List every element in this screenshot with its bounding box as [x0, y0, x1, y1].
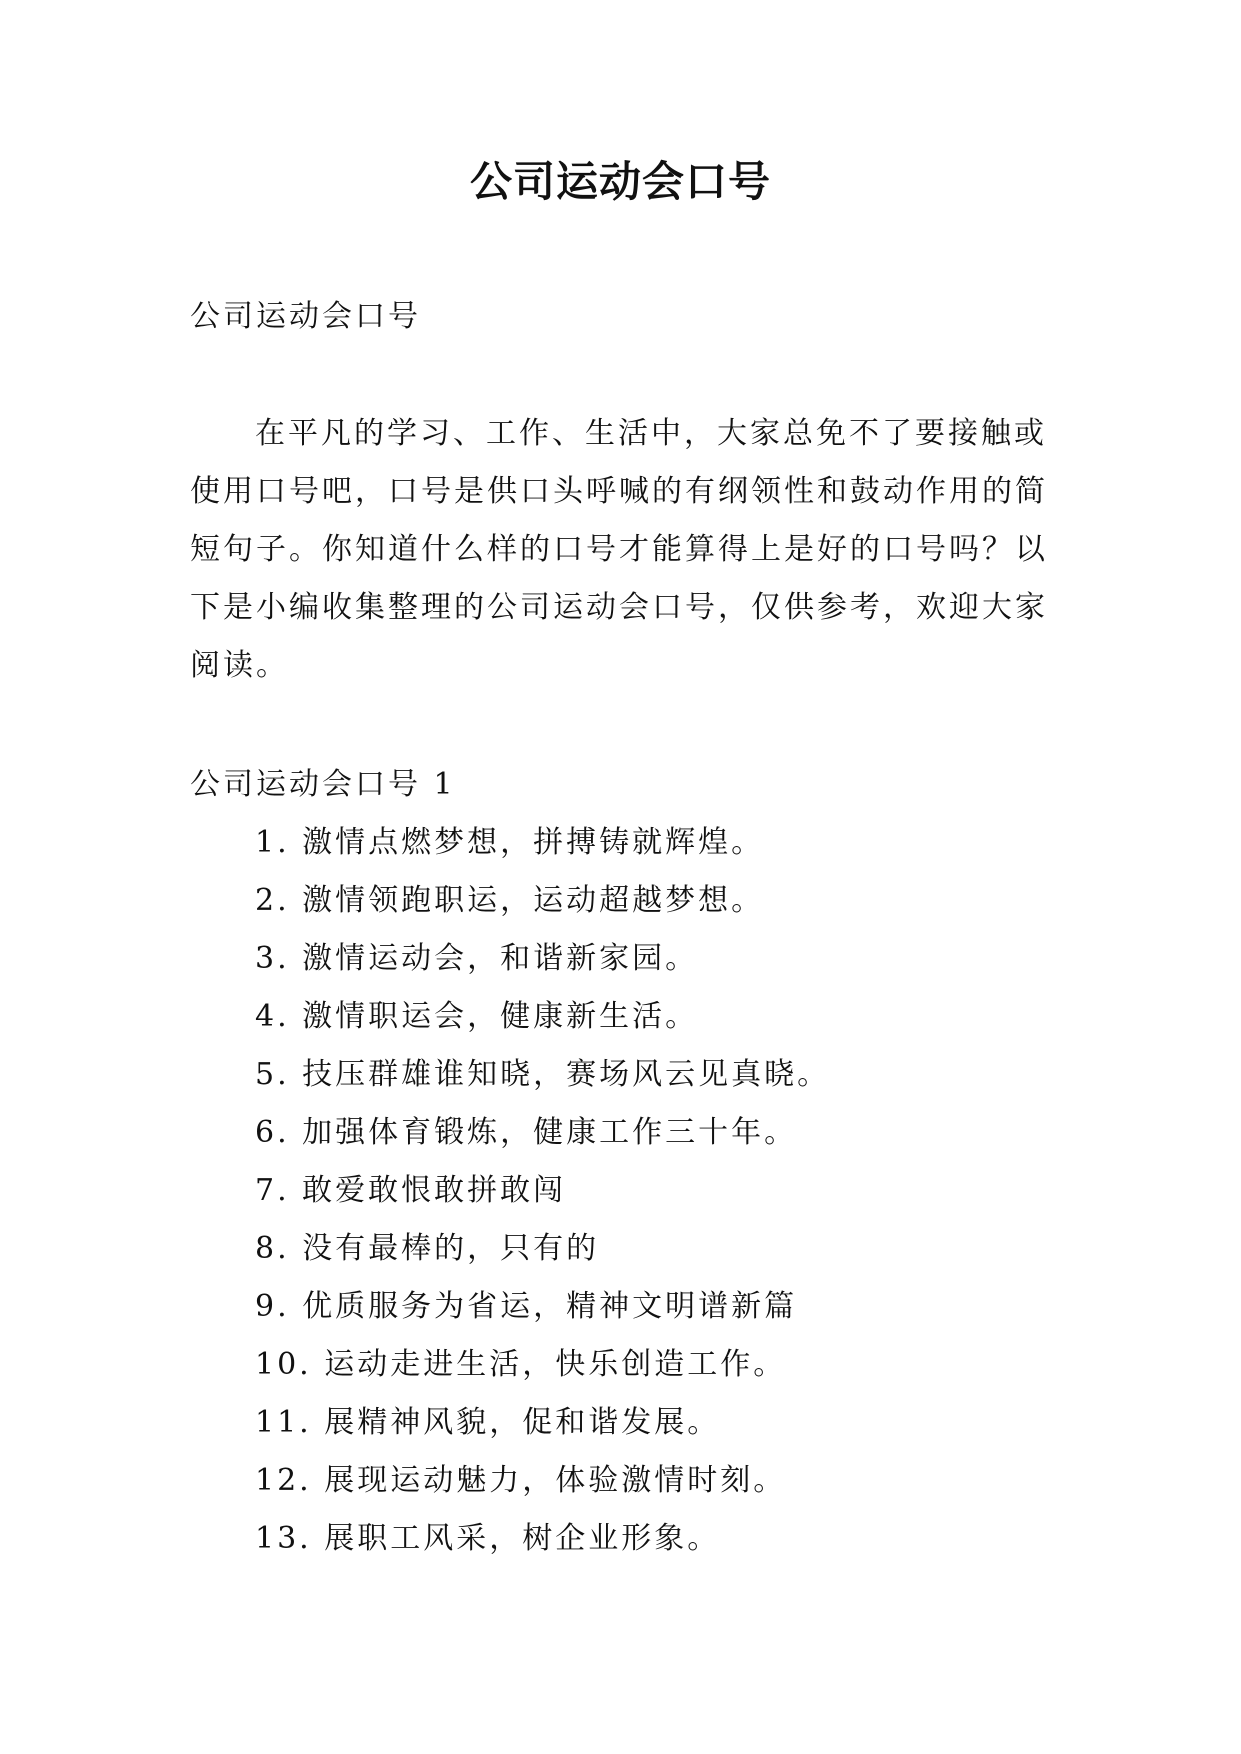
- list-item: 7. 敢爱敢恨敢拼敢闯: [255, 1173, 567, 1208]
- list-item: 8. 没有最棒的，只有的: [255, 1231, 600, 1266]
- slogan-list: [255, 814, 1055, 1568]
- list-item: 2. 激情领跑职运，运动超越梦想。: [255, 883, 765, 918]
- list-item: 1. 激情点燃梦想，拼搏铸就辉煌。: [255, 825, 765, 860]
- list-item: 4. 激情职运会，健康新生活。: [255, 999, 699, 1034]
- document-title: 公司运动会口号: [469, 157, 771, 206]
- list-item: 10. 运动走进生活，快乐创造工作。: [255, 1347, 787, 1382]
- list-item: 13. 展职工风采，树企业形象。: [255, 1521, 721, 1556]
- list-item: 3. 激情运动会，和谐新家园。: [255, 941, 699, 976]
- list-item: 12. 展现运动魅力，体验激情时刻。: [255, 1463, 787, 1498]
- list-item: 6. 加强体育锻炼，健康工作三十年。: [255, 1115, 798, 1150]
- list-item: 9. 优质服务为省运，精神文明谱新篇: [255, 1289, 798, 1324]
- list-item: 5. 技压群雄谁知晓，赛场风云见真晓。: [255, 1057, 831, 1092]
- section-heading: 公司运动会口号 1: [190, 767, 456, 802]
- intro-paragraph: 在平凡的学习、工作、生活中，大家总免不了要接触或使用口号吧，口号是供口头呼喊的有纲领性和鼓动作用的简短句子。你知道什么样的口号才能算得上是好的口号吗？以下是小编收集整理的公司运动会口号，仅供参考，欢迎大家阅读。: [190, 416, 1048, 683]
- document-subtitle: 公司运动会口号: [190, 299, 421, 334]
- list-item: 11. 展精神风貌，促和谐发展。: [255, 1405, 721, 1440]
